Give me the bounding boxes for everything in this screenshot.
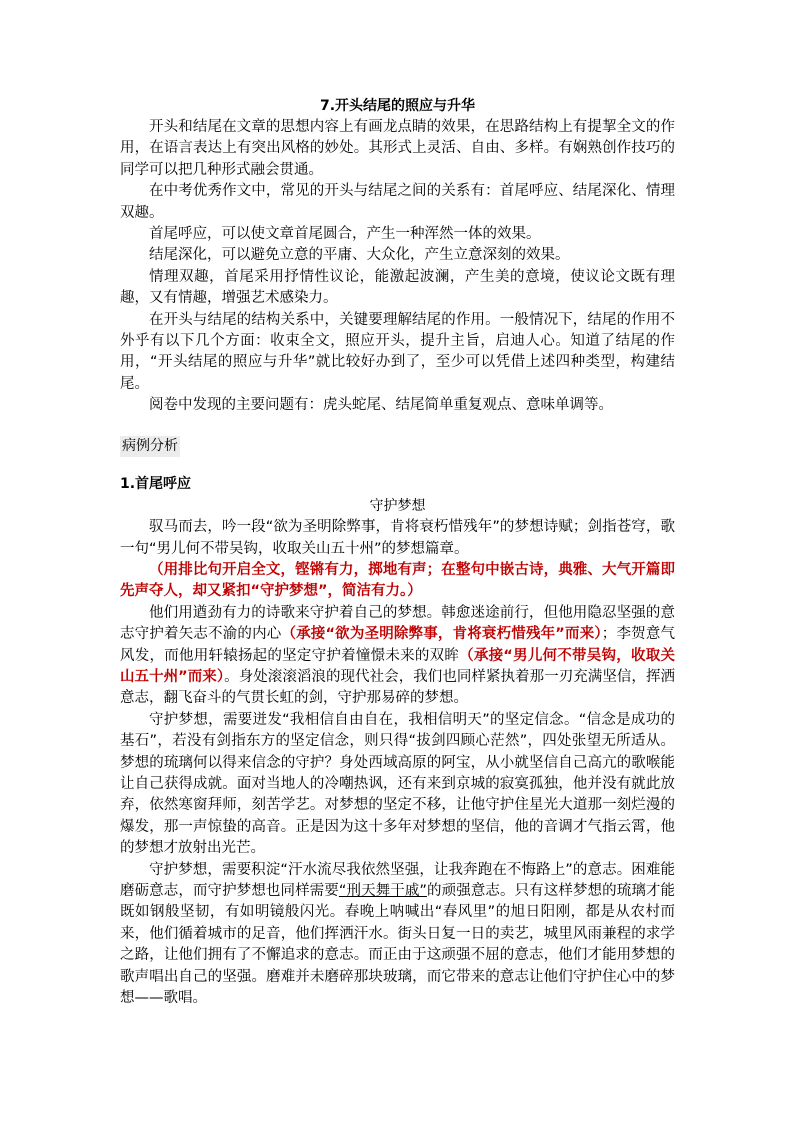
- section-heading: 1.首尾呼应: [120, 476, 192, 493]
- intro-paragraph: 在中考优秀作文中，常见的开头与结尾之间的关系有：首尾呼应、结尾深化、情理双趣。: [120, 183, 675, 221]
- essay-title: 守护梦想: [369, 498, 426, 515]
- intro-paragraph: 情理双趣，首尾采用抒情性议论，能激起波澜，产生美的意境，使议论文既有理趣，又有情趣，增强艺术感染力。: [120, 268, 675, 307]
- essay-paragraph-3: 守护梦想，需要迸发“我相信自由自在，我相信明天”的坚定信念。“信念是成功的基石”，若没有剑指东方的坚定信念，则只得“拔剑四顾心茫然”，四处张望无所适从。梦想的琉璃何以得来信念的守护？身处西域高原的阿宝，从小就坚信自己高亢的歌喉能让自己获得成就。面对当地人的冷嘲热讽，还有来到京城的寂寞孤独，他并没有就此放弃，依然寒窗拜师，刻苦学艺。对梦想的坚定不移，让他守护住星光大道那一刻烂漫的爆发，那一声惊蛰的高音。正是因为这十多年对梦想的坚信，他的音调才气指云霄，他的梦想才放射出光芒。: [120, 711, 675, 857]
- essay-text: 。身处滚滚滔浪的现代社会，我们也同样紧执着那一刃充满坚信，挥洒意志，翻飞奋斗的气贯长虹的剑，守护那易碎的梦想。: [120, 668, 676, 707]
- comment-annotation: （用排比句开启全文，铿锵有力，掷地有声；在整句中嵌古诗，典雅、大气开篇即先声夺人，却又紧扣“守护梦想”，简洁有力。）: [120, 561, 675, 600]
- essay-text: ；李贺意气风发，而他用轩辕扬起的坚定守护着憧憬未来的双眸: [120, 626, 676, 664]
- essay-text: 他们用遒劲有力的诗歌来守护着自己的梦想。韩愈迷途前行，但他用隐忍坚强的意志守护着矢志不渝的内心: [120, 604, 675, 643]
- essay-paragraph-4: [120, 860, 675, 1010]
- comment-annotation: （承接“欲为圣明除弊事，肯将衰朽惜残年”而来）: [281, 626, 602, 643]
- document-page: [120, 96, 675, 1009]
- essay-paragraph-2: [120, 603, 675, 710]
- section-label: 病例分析: [120, 436, 180, 457]
- essay-text: 的顽强意志。只有这样梦想的琉璃才能既如钢般坚韧，有如明镜般闪光。春晚上呐喊出“春风里”的旭日阳刚，都是从农村而来，他们循着城市的足音，他们挥洒汗水。街头日复一日的卖艺，城里风雨兼程的求学之路，让他们拥有了不懈追求的意志。而正由于这顽强不屈的意志，他们才能用梦想的歌声唱出自己的坚强。磨难并未磨碎那块玻璃，而它带来的意志让他们守护住心中的梦想——歌唱。: [120, 883, 676, 1007]
- intro-paragraph: 结尾深化，可以避免立意的平庸、大众化，产生立意深刻的效果。: [149, 247, 570, 264]
- essay-text: 守护梦想，需要积淀“汗水流尽我依然坚强，让我奔跑在不悔路上”的意志。困难能磨砺意志，而守护梦想也同样需要: [120, 861, 675, 899]
- comment-annotation: （承接“男儿何不带吴钩，收取关山五十州”而来）: [120, 647, 676, 685]
- document-title: 7.开头结尾的照应与升华: [319, 98, 476, 114]
- intro-paragraph: 开头和结尾在文章的思想内容上有画龙点睛的效果，在思路结构上有提挈全文的作用，在语言表达上有突出风格的妙处。其形式上灵活、自由、多样。有娴熟创作技巧的同学可以把几种形式融会贯通。: [120, 119, 675, 178]
- intro-paragraph: 阅卷中发现的主要问题有：虎头蛇尾、结尾简单重复观点、意味单调等。: [149, 397, 613, 414]
- intro-paragraph: 首尾呼应，可以使文章首尾圆合，产生一种浑然一体的效果。: [149, 226, 541, 243]
- essay-paragraph-1: 驭马而去，吟一段“欲为圣明除弊事，肯将衰朽惜残年”的梦想诗赋；剑指苍穹，歌一句“男儿何不带吴钩，收取关山五十州”的梦想篇章。: [120, 519, 675, 557]
- underlined-quote: “刑天舞干戚”: [338, 883, 427, 899]
- intro-paragraph: 在开头与结尾的结构关系中，关键要理解结尾的作用。一般情况下，结尾的作用不外乎有以下几个方面：收束全文，照应开头，提升主旨，启迪人心。知道了结尾的作用，“开头结尾的照应与升华”就比较好办到了，至少可以凭借上述四种类型，构建结尾。: [120, 311, 675, 392]
